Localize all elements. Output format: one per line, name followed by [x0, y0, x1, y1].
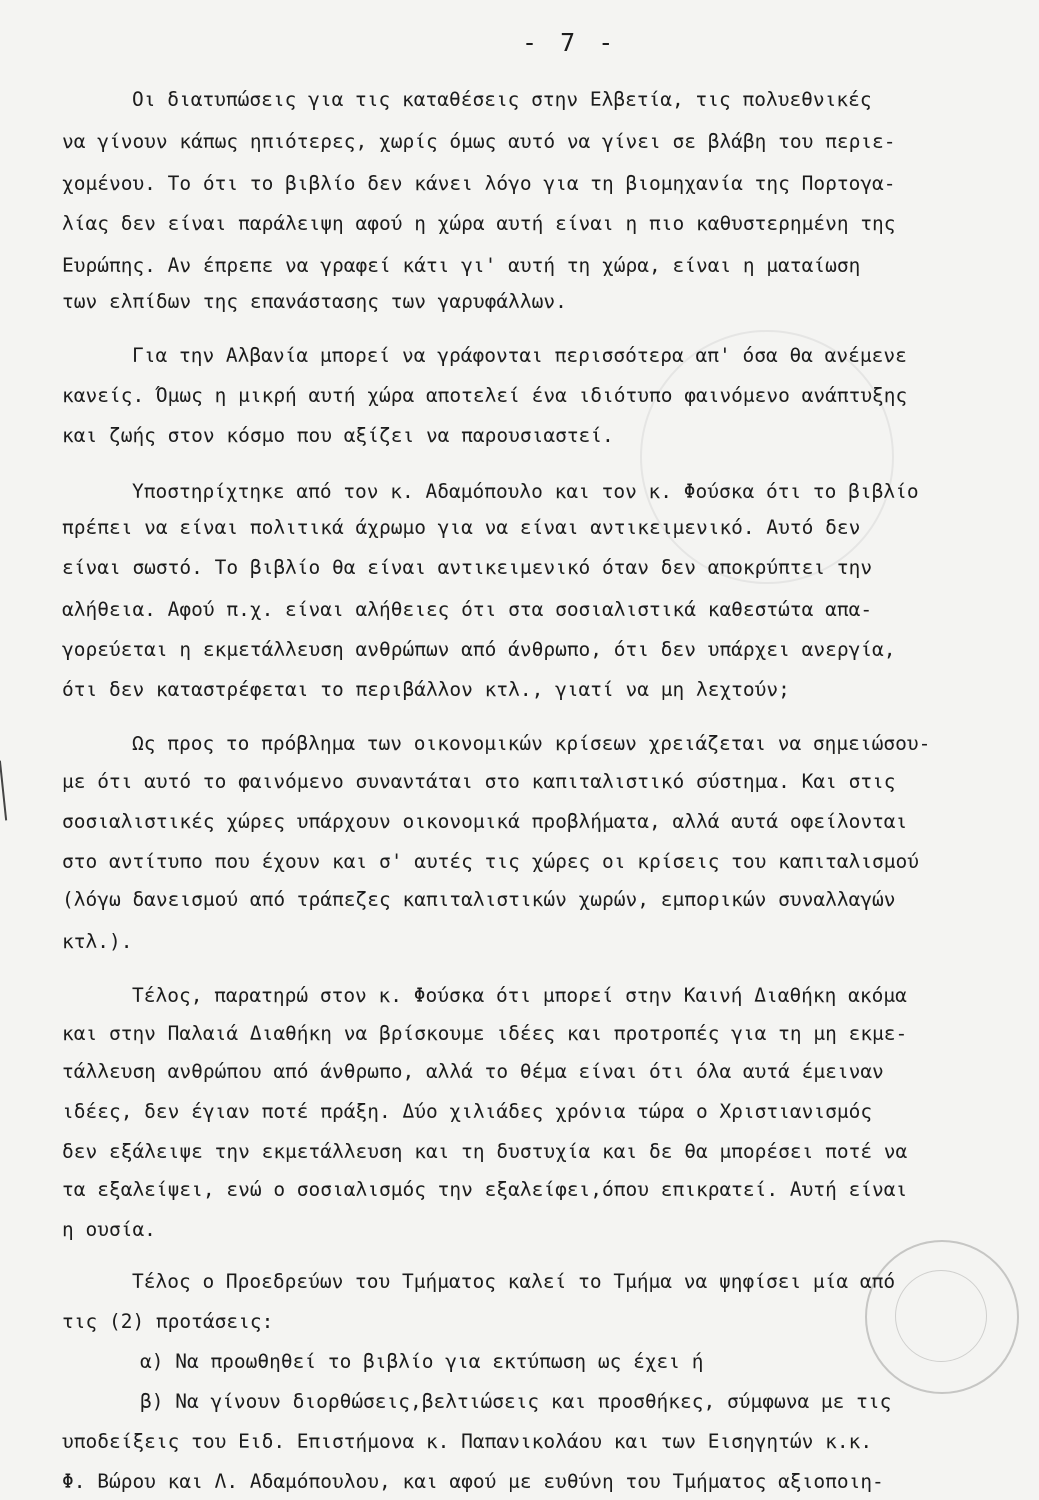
text-line: η ουσία. — [62, 1218, 156, 1241]
text-line: δεν εξάλειψε την εκμετάλλευση και τη δυστυχία και δε θα μπορέσει ποτέ να — [62, 1140, 908, 1163]
text-line: Τέλος, παρατηρώ στον κ. Φούσκα ότι μπορεί στην Καινή Διαθήκη ακόμα — [132, 984, 907, 1007]
text-line: και στην Παλαιά Διαθήκη να βρίσκουμε ιδέες και προτροπές για τη μη εκμε- — [62, 1022, 908, 1045]
text-line: Ευρώπης. Αν έπρεπε να γραφεί κάτι γι' αυτή τη χώρα, είναι η ματαίωση — [62, 254, 861, 277]
text-line: στο αντίτυπο που έχουν και σ' αυτές τις χώρες οι κρίσεις του καπιταλισμού — [62, 850, 920, 873]
text-line: αλήθεια. Αφού π.χ. είναι αλήθειες ότι στα σοσιαλιστικά καθεστώτα απα- — [62, 598, 873, 621]
text-line: Τέλος ο Προεδρεύων του Τμήματος καλεί το Τμήμα να ψηφίσει μία από — [132, 1270, 896, 1293]
text-line: τάλλευση ανθρώπου από άνθρωπο, αλλά το θέμα είναι ότι όλα αυτά έμειναν — [62, 1060, 884, 1083]
text-line: Φ. Βώρου και Λ. Αδαμόπουλου, και αφού με ευθύνη του Τμήματος αξιοποιη- — [62, 1470, 884, 1493]
text-line: να γίνουν κάπως ηπιότερες, χωρίς όμως αυτό να γίνει σε βλάβη του περιε- — [62, 130, 896, 153]
text-line: κτλ.). — [62, 930, 133, 953]
page-number: - 7 - — [522, 28, 618, 57]
text-line: Οι διατυπώσεις για τις καταθέσεις στην Ελβετία, τις πολυεθνικές — [132, 88, 872, 111]
text-line: και ζωής στον κόσμο που αξίζει να παρουσιαστεί. — [62, 424, 614, 447]
text-line: των ελπίδων της επανάστασης των γαρυφάλλων. — [62, 290, 567, 313]
text-line: Υποστηρίχτηκε από τον κ. Αδαμόπουλο και τον κ. Φούσκα ότι το βιβλίο — [132, 480, 919, 503]
text-line: σοσιαλιστικές χώρες υπάρχουν οικονομικά προβλήματα, αλλά αυτά οφείλονται — [62, 810, 908, 833]
text-line: με ότι αυτό το φαινόμενο συναντάται στο καπιταλιστικό σύστημα. Και στις — [62, 770, 896, 793]
text-line: Ως προς το πρόβλημα των οικονομικών κρίσεων χρειάζεται να σημειώσου- — [132, 732, 931, 755]
text-line: υποδείξεις του Ειδ. Επιστήμονα κ. Παπανικολάου και των Εισηγητών κ.κ. — [62, 1430, 873, 1453]
text-line: κανείς. Όμως η μικρή αυτή χώρα αποτελεί ένα ιδιότυπο φαινόμενο ανάπτυξης — [62, 384, 908, 407]
list-item-a: α) Να προωθηθεί το βιβλίο για εκτύπωση ως έχει ή — [140, 1350, 704, 1373]
list-item-b: β) Να γίνουν διορθώσεις,βελτιώσεις και προσθήκες, σύμφωνα με τις — [140, 1390, 892, 1413]
text-line: πρέπει να είναι πολιτικά άχρωμο για να είναι αντικειμενικό. Αυτό δεν — [62, 516, 861, 539]
faint-stamp-bleedthrough — [640, 330, 894, 584]
text-line: Για την Αλβανία μπορεί να γράφονται περισσότερα απ' όσα θα ανέμενε — [132, 344, 907, 367]
official-stamp-inner-ring — [895, 1270, 987, 1362]
text-line: (λόγω δανεισμού από τράπεζες καπιταλιστικών χωρών, εμπορικών συναλλαγών — [62, 888, 896, 911]
margin-pencil-mark — [0, 760, 17, 821]
official-stamp — [865, 1240, 1019, 1394]
text-line: ιδέες, δεν έγιαν ποτέ πράξη. Δύο χιλιάδες χρόνια τώρα ο Χριστιανισμός — [62, 1100, 873, 1123]
text-line: είναι σωστό. Το βιβλίο θα είναι αντικειμενικό όταν δεν αποκρύπτει την — [62, 556, 873, 579]
text-line: τις (2) προτάσεις: — [62, 1310, 274, 1333]
text-line: γορεύεται η εκμετάλλευση ανθρώπων από άνθρωπο, ότι δεν υπάρχει ανεργία, — [62, 638, 896, 661]
text-line: ότι δεν καταστρέφεται το περιβάλλον κτλ., γιατί να μη λεχτούν; — [62, 678, 790, 701]
text-line: χομένου. Το ότι το βιβλίο δεν κάνει λόγο για τη βιομηχανία της Πορτογα- — [62, 172, 896, 195]
text-line: τα εξαλείψει, ενώ ο σοσιαλισμός την εξαλείφει,όπου επικρατεί. Αυτή είναι — [62, 1178, 908, 1201]
text-line: λίας δεν είναι παράλειψη αφού η χώρα αυτή είναι η πιο καθυστερημένη της — [62, 212, 896, 235]
